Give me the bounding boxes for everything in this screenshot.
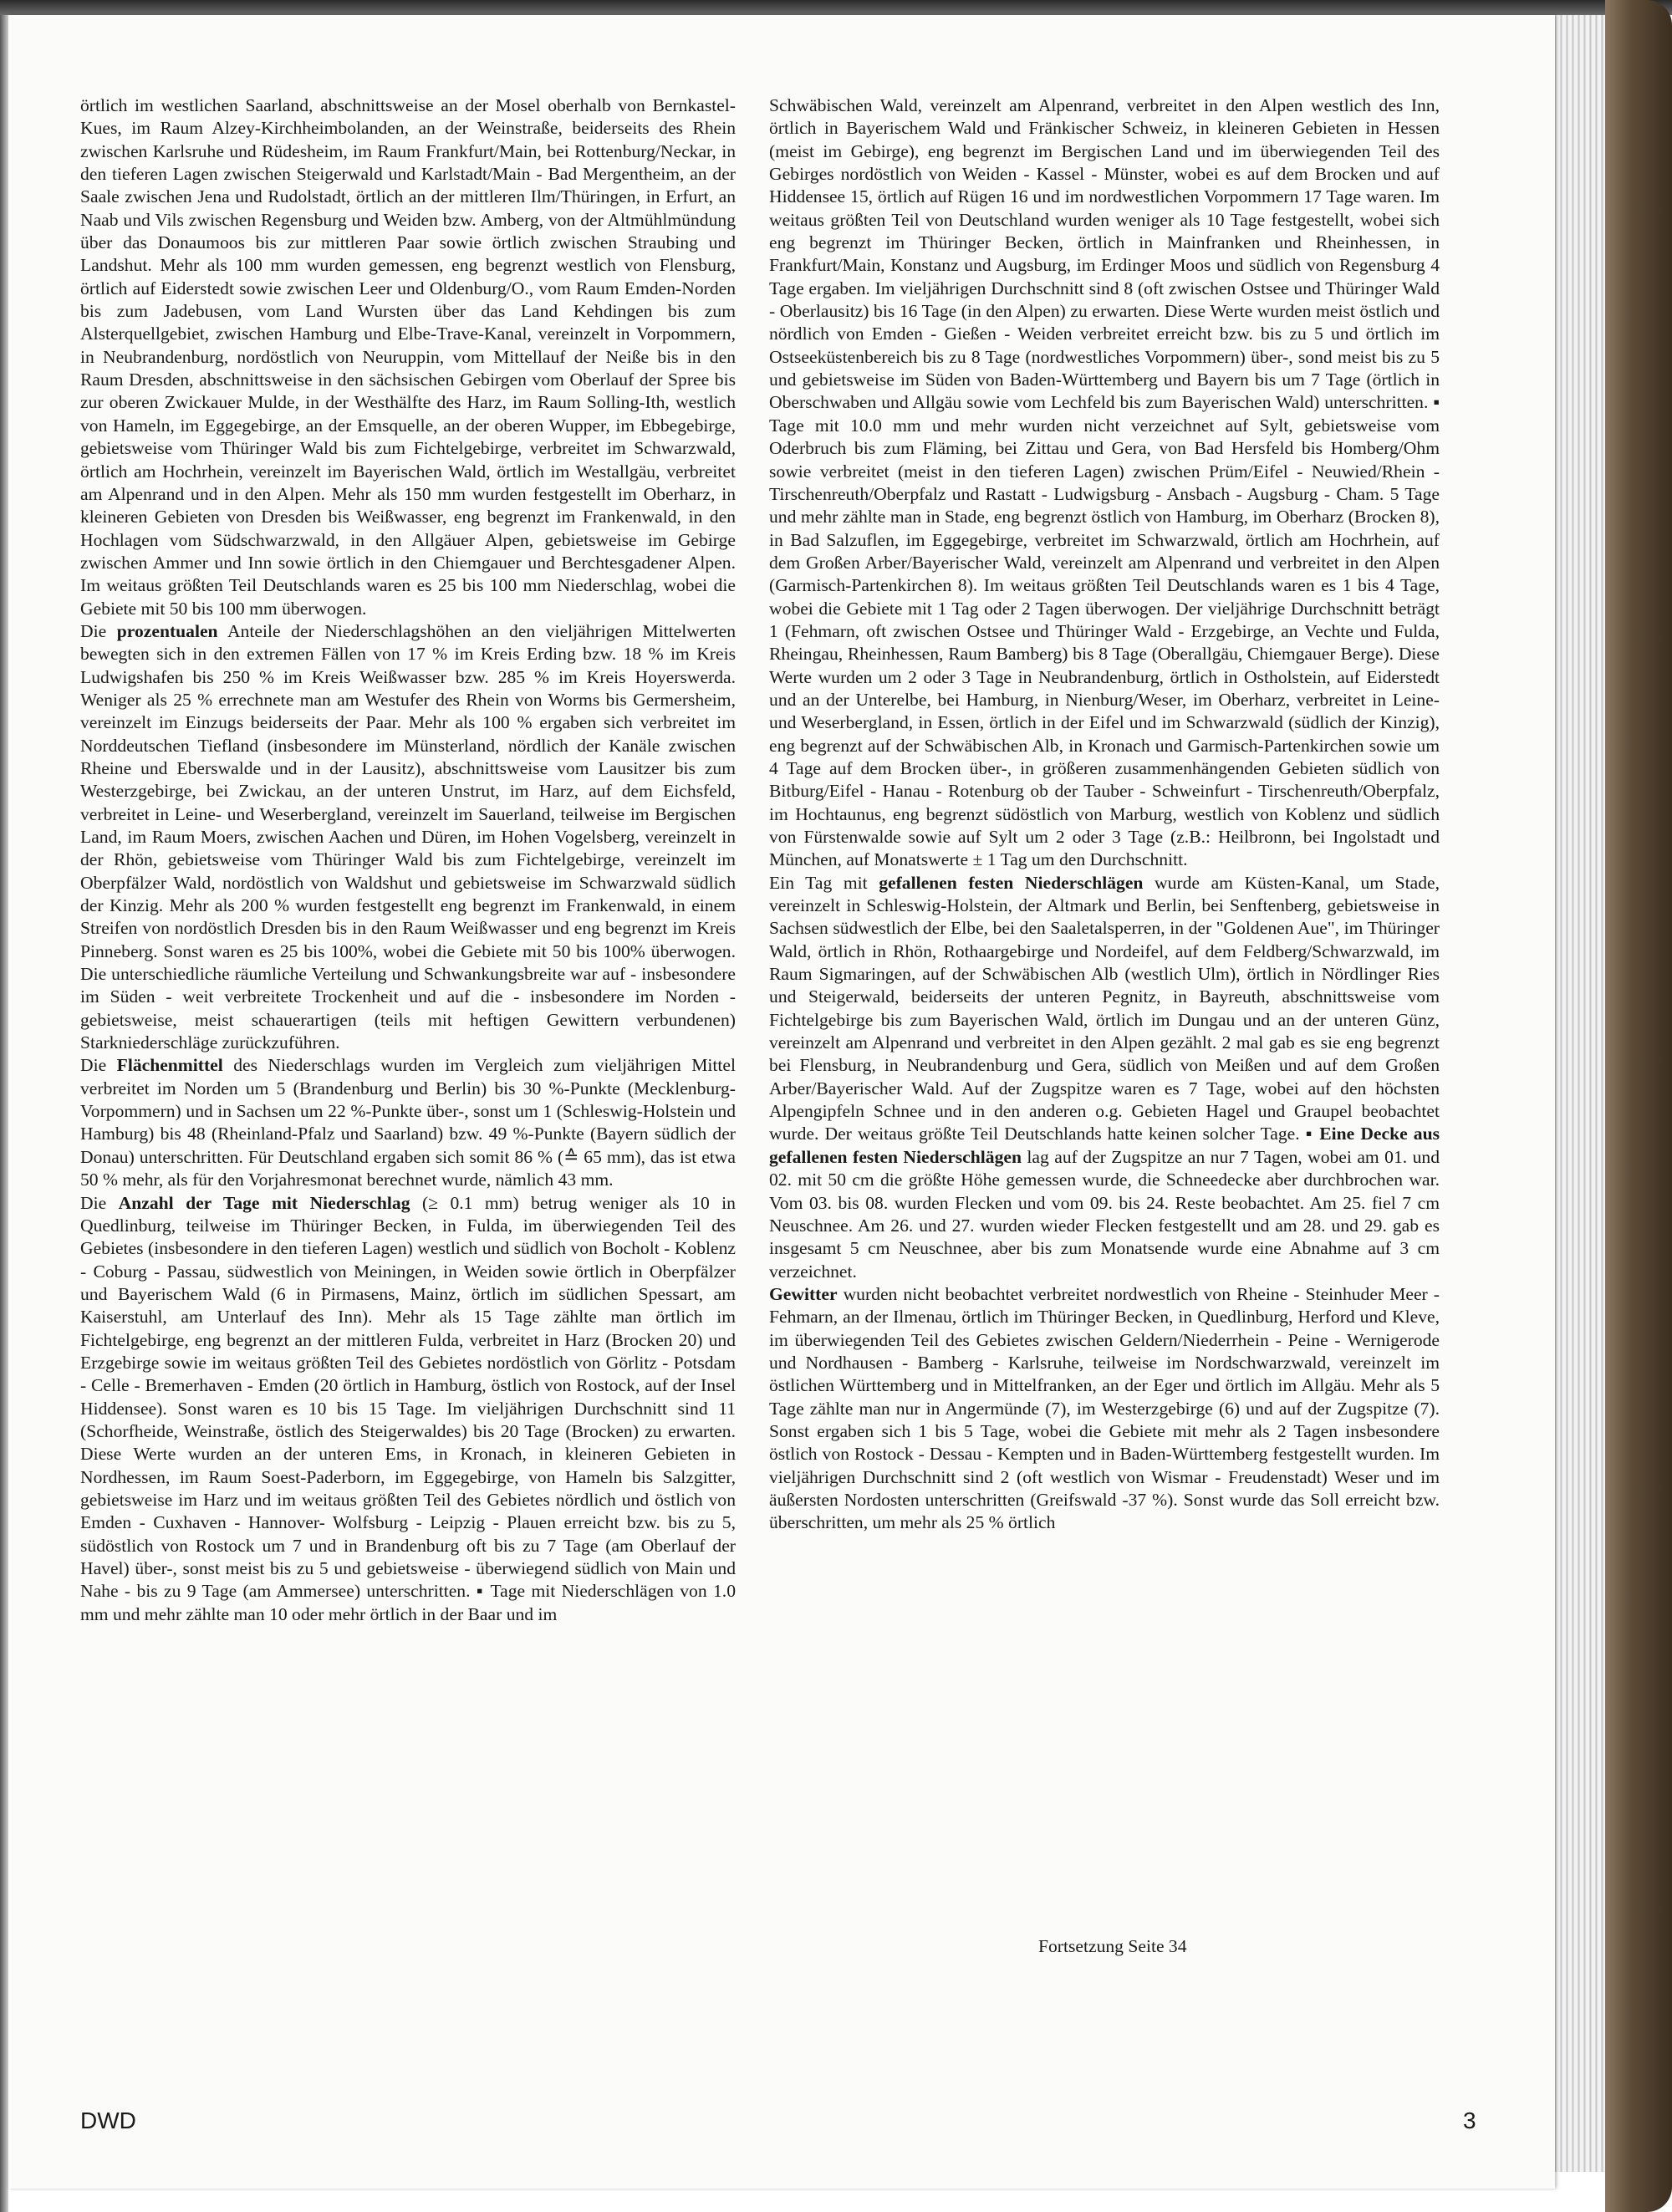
right-text-column bbox=[769, 94, 1440, 1535]
paragraph-solid-precipitation: Ein Tag mit gefallenen festen Niederschlägen wurde am Küsten-Kanal, um Stade, vereinzelt in Schleswig-Holstein, der Altmark und Berlin, bei Senftenberg, gebietsweise in Sachsen südwestlich der Elbe, bei den Saaletalsperren, in der "Goldenen Aue", im Thüringer Wald, örtlich in Rhön, Rothaargebirge und Nordeifel, auf dem Feldberg/Schwarzwald, im Raum Sigmaringen, auf der Schwäbischen Alb (westlich Ulm), örtlich in Nördlinger Ries und Steigerwald, beiderseits der unteren Pegnitz, in Bayreuth, abschnittsweise vom Fichtelgebirge bis zum Bayerischen Wald, örtlich im Dungau und an der unteren Günz, vereinzelt am Alpenrand und verbreitet in den Alpen gezählt. 2 mal gab es sie eng begrenzt bei Flensburg, in Neubrandenburg und Gera, südlich von Meißen und auf dem Großen Arber/Bayerischer Wald. Auf der Zugspitze waren es 7 Tage, wobei auf den höchsten Alpengipfeln Schnee und in den anderen o.g. Gebieten Hagel und Graupel beobachtet wurde. Der weitaus größte Teil Deutschlands hatte keinen solcher Tage. ▪ Eine Decke aus gefallenen festen Niederschlägen lag auf der Zugspitze an nur 7 Tagen, wobei am 01. und 02. mit 50 cm die größte Höhe gemessen wurde, die Schneedecke aber durchbrochen war. Vom 03. bis 08. wurden Flecken und vom 09. bis 24. Reste beobachtet. Am 25. fiel 7 cm Neuschnee. Am 26. und 27. wurden wieder Flecken festgestellt und am 28. und 29. gab es insgesamt 5 cm Neuschnee, aber bis zum Monatsende wurde eine Abnahme auf 3 cm verzeichnet. bbox=[769, 872, 1440, 1282]
keyword-feste-niederschlaege: gefallenen festen Niederschlägen bbox=[879, 872, 1144, 893]
book-binding-top bbox=[0, 0, 1672, 15]
keyword-anzahl-tage: Anzahl der Tage mit Niederschlag bbox=[118, 1192, 410, 1213]
footer-publisher: DWD bbox=[80, 2108, 136, 2133]
paragraph-thunderstorms: Gewitter wurden nicht beobachtet verbreitet nordwestlich von Rheine - Steinhuder Meer - Fehmarn, an der Ilmenau, örtlich im Thüringer Becken, in Quedlinburg, Herford und Kleve, im überwiegenden Teil des Gebietes zwischen Geldern/Niederrhein - Peine - Wernigerode und Nordhausen - Bamberg - Karlsruhe, teilweise im Nordschwarzwald, vereinzelt im östlichen Württemberg und in Mittelfranken, an der Eger und örtlich im Allgäu. Mehr als 5 Tage zählte man nur in Angermünde (7), im Westerzgebirge (6) und auf der Zugspitze (7). Sonst ergaben sich 1 bis 5 Tage, wobei die Gebiete mit mehr als 2 Tagen insbesondere östlich von Rostock - Dessau - Kempten und in Baden-Württemberg festgestellt wurden. Im vieljährigen Durchschnitt sind 2 (oft westlich von Wismar - Freudenstadt) Weser und im äußersten Nordosten unterschritten (Greifswald -37 %). Sonst wurde das Soll erreicht bzw. überschritten, um mehr als 25 % örtlich bbox=[769, 1283, 1440, 1533]
keyword-flaechenmittel: Flächenmittel bbox=[116, 1055, 223, 1076]
paragraph-precipitation-days: Die Anzahl der Tage mit Niederschlag (≥ 0.1 mm) betrug weniger als 10 in Quedlinburg, teilweise im Thüringer Becken, in Fulda, im überwiegenden Teil des Gebietes (insbesondere in den tieferen Lagen) westlich und südlich von Bocholt - Koblenz - Coburg - Passau, südwestlich von Meiningen, in Weiden sowie örtlich in Oberpfälzer und Bayerischem Wald (6 in Pirmasens, Mainz, örtlich im südlichen Spessart, am Kaiserstuhl, am Unterlauf des Inn). Mehr als 15 Tage zählte man örtlich im Fichtelgebirge, eng begrenzt an der mittleren Fulda, verbreitet in Harz (Brocken 20) und Erzgebirge sowie im weitaus größten Teil des Gebietes nordöstlich von Görlitz - Potsdam - Celle - Bremerhaven - Emden (20 örtlich in Hamburg, östlich von Rostock, auf der Insel Hiddensee). Sonst waren es 10 bis 15 Tage. Im vieljährigen Durchschnitt sind 11 (Schorfheide, Weinstraße, östlich des Steigerwaldes) bis 20 Tage (Brocken) zu erwarten. Diese Werte wurden an der unteren Ems, in Kronach, in kleineren Gebieten in Nordhessen, im Raum Soest-Paderborn, im Eggegebirge, von Hameln bis Salzgitter, gebietsweise im Harz und im weitaus größten Teil des Gebietes nördlich und östlich von Emden - Cuxhaven - Hannover- Wolfsburg - Leipzig - Plauen erreicht bzw. bis zu 5, südöstlich von Rostock um 7 und in Brandenburg oft bis zu 7 Tage (am Oberlauf der Havel) über-, sonst meist bis zu 5 und gebietsweise - überwiegend südlich von Main und Nahe - bis zu 9 Tage (am Ammersee) unterschritten. ▪ Tage mit Niederschlägen von 1.0 mm und mehr zählte man 10 oder mehr örtlich in der Baar und im bbox=[80, 1192, 736, 1624]
book-cover-edge bbox=[1605, 0, 1672, 2212]
book-gutter-edge bbox=[0, 15, 8, 2212]
keyword-prozentualen: prozentualen bbox=[116, 620, 218, 641]
paragraph-precipitation-days-cont: Schwäbischen Wald, vereinzelt am Alpenrand, verbreitet in den Alpen westlich des Inn, örtlich in Bayerischem Wald und Fränkischer Schweiz, in kleineren Gebieten in Hessen (meist im Gebirge), eng begrenzt im Bergischen Land und im überwiegenden Teil des Gebirges nordöstlich von Weiden - Kassel - Münster, wobei es auf dem Brocken und auf Hiddensee 15, örtlich auf Rügen 16 und im nordwestlichen Vorpommern 17 Tage waren. Im weitaus größten Teil von Deutschland wurden weniger als 10 Tage festgestellt, wobei sich eng begrenzt im Thüringer Becken, örtlich in Mainfranken und Rheinhessen, in Frankfurt/Main, Konstanz und Augsburg, im Erdinger Moos und südlich von Regensburg 4 Tage ergaben. Im vieljährigen Durchschnitt sind 8 (oft zwischen Ostsee und Thüringer Wald - Oberlausitz) bis 16 Tage (in den Alpen) zu erwarten. Diese Werte wurden meist östlich und nördlich von Emden - Gießen - Weiden verbreitet erreicht bzw. bis zu 5 und örtlich im Ostseeküstenbereich bis zu 8 Tage (nordwestliches Vorpommern) über-, sond meist bis zu 5 und gebietsweise im Süden von Baden-Württemberg und Bayern bis um 7 Tage (örtlich in Oberschwaben und Allgäu sowie vom Lechfeld bis zum Bayerischen Wald) unterschritten. ▪ Tage mit 10.0 mm und mehr wurden nicht verzeichnet auf Sylt, gebietsweise vom Oderbruch bis zum Fläming, bei Zittau und Gera, von Bad Hersfeld bis Homberg/Ohm sowie verbreitet (meist in den tieferen Lagen) zwischen Prüm/Eifel - Neuwied/Rhein - Tirschenreuth/Oberpfalz und Rastatt - Ludwigsburg - Ansbach - Augsburg - Cham. 5 Tage und mehr zählte man in Stade, eng begrenzt östlich von Hamburg, im Oberharz (Brocken 8), in Bad Salzuflen, im Eggegebirge, verbreitet im Schwarzwald, örtlich am Hochrhein, auf dem Großen Arber/Bayerischer Wald, vereinzelt am Alpenrand und verbreitet in den Alpen (Garmisch-Partenkirchen 8). Im weitaus größten Teil Deutschlands waren es 1 bis 4 Tage, wobei die Gebiete mit 1 Tag oder 2 Tagen überwogen. Der vieljährige Durchschnitt beträgt 1 (Fehmarn, oft zwischen Ostsee und Thüringer Wald - Erzgebirge, an Vechte und Fulda, Rheingau, Rheinhessen, Raum Bamberg) bis 8 Tage (Oberallgäu, Chiemgauer Berge). Diese Werte wurden um 2 oder 3 Tage in Neubrandenburg, örtlich in Ostholstein, auf Eiderstedt und an der Unterelbe, bei Hamburg, in Nienburg/Weser, im Oberharz, verbreitet in Leine- und Weserbergland, in Essen, örtlich in der Eifel und im Schwarzwald (südlich der Kinzig), eng begrenzt auf der Schwäbischen Alb, in Kronach und Garmisch-Partenkirchen sowie um 4 Tage auf dem Brocken über-, in größeren zusammenhängenden Gebieten südlich von Bitburg/Eifel - Hanau - Rotenburg ob der Tauber - Schweinfurt - Tirschenreuth/Oberpfalz, im Hochtaunus, eng begrenzt südöstlich von Marburg, westlich von Koblenz und südlich von Fürstenwalde sowie auf Sylt um 2 oder 3 Tage (z.B.: Heilbronn, bei Ingolstadt und München, auf Monatswerte ± 1 Tag um den Durchschnitt. bbox=[769, 95, 1440, 870]
left-text-column bbox=[80, 94, 736, 1626]
paragraph-percentage-shares: Die prozentualen Anteile der Niederschlagshöhen an den vieljährigen Mittelwerten bewegten sich in den extremen Fällen von 17 % im Kreis Erding bzw. 18 % im Kreis Ludwigshafen bis 250 % im Kreis Weißwasser bzw. 285 % im Kreis Hoyerswerda. Weniger als 25 % errechnete man am Westufer des Rhein von Worms bis Germersheim, vereinzelt im Einzugs beiderseits der Paar. Mehr als 100 % ergaben sich verbreitet im Norddeutschen Tiefland (insbesondere im Münsterland, nördlich der Kanäle zwischen Rheine und Eberswalde und in der Lausitz), abschnittsweise vom Lausitzer bis zum Westerzgebirge, bei Zwickau, an der unteren Unstrut, im Harz, auf dem Eichsfeld, verbreitet in Leine- und Weserbergland, vereinzelt im Sauerland, teilweise im Bergischen Land, im Raum Moers, zwischen Aachen und Düren, im Hohen Vogelsberg, vereinzelt in der Rhön, gebietsweise vom Thüringer Wald bis zum Fichtelgebirge, vereinzelt im Oberpfälzer Wald, nordöstlich von Waldshut und gebietsweise im Schwarzwald südlich der Kinzig. Mehr als 200 % wurden festgestellt eng begrenzt im Frankenwald, in einem Streifen von nordöstlich Dresden bis in den Raum Weißwasser und eng begrenzt im Kreis Pinneberg. Sonst waren es 25 bis 100%, wobei die Gebiete mit 50 bis 100% überwogen. Die unterschiedliche räumliche Verteilung und Schwankungsbreite war auf - insbesondere im Süden - weit verbreitete Trockenheit und auf die - insbesondere im Norden - gebietsweise, meist schauerartigen (teils mit heftigen Gewittern verbundenen) Starkniederschläge zurückzuführen. bbox=[80, 620, 736, 1053]
page-stack-edges bbox=[1551, 15, 1609, 2172]
document-page bbox=[8, 15, 1555, 2189]
footer-page-number: 3 bbox=[1463, 2108, 1476, 2133]
paragraph-precipitation-amounts: örtlich im westlichen Saarland, abschnittsweise an der Mosel oberhalb von Bernkastel-Kues, im Raum Alzey-Kirchheimbolanden, an der Weinstraße, beiderseits des Rhein zwischen Karlsruhe und Rüdesheim, im Raum Frankfurt/Main, bei Rottenburg/Neckar, in den tieferen Lagen zwischen Steigerwald und Karlstadt/Main - Bad Mergentheim, an der Saale zwischen Jena und Rudolstadt, örtlich an der mittleren Ilm/Thüringen, in Erfurt, an Naab und Vils zwischen Regensburg und Weiden bzw. Amberg, von der Altmühlmündung über das Donaumoos bis zur mittleren Paar sowie örtlich zwischen Straubing und Landshut. Mehr als 100 mm wurden gemessen, eng begrenzt westlich von Flensburg, örtlich auf Eiderstedt sowie zwischen Leer und Oldenburg/O., vom Raum Emden-Norden bis zum Jadebusen, vom Land Wursten über das Land Kehdingen bis zum Alsterquellgebiet, zwischen Hamburg und Elbe-Trave-Kanal, vereinzelt in Vorpommern, in Neubrandenburg, nordöstlich von Neuruppin, vom Mittellauf der Neiße bis in den Raum Dresden, abschnittsweise in den sächsischen Gebirgen vom Oberlauf der Spree bis zur oberen Zwickauer Mulde, in der Westhälfte des Harz, im Raum Solling-Ith, westlich von Hameln, im Eggegebirge, an der Emsquelle, an der oberen Wupper, im Ebbegebirge, gebietsweise vom Thüringer Wald bis zum Fichtelgebirge, verbreitet im Schwarzwald, örtlich am Hochrhein, vereinzelt im Bayerischen Wald, örtlich im Westallgäu, verbreitet am Alpenrand und in den Alpen. Mehr als 150 mm wurden festgestellt im Oberharz, in kleineren Gebieten von Dresden bis Weißwasser, eng begrenzt im Frankenwald, in den Hochlagen vom Südschwarzwald, in den Allgäuer Alpen, gebietsweise im Gebirge zwischen Ammer und Inn sowie örtlich in den Chiemgauer und Berchtesgadener Alpen. Im weitaus größten Teil Deutschlands waren es 25 bis 100 mm Niederschlag, wobei die Gebiete mit 50 bis 100 mm überwogen. bbox=[80, 95, 736, 619]
keyword-gewitter: Gewitter bbox=[769, 1283, 838, 1304]
keyword-schneedecke: Eine Decke aus gefallenen festen Niederschlägen bbox=[769, 1124, 1440, 1167]
paragraph-area-means: Die Flächenmittel des Niederschlags wurden im Vergleich zum vieljährigen Mittel verbreitet im Norden um 5 (Brandenburg und Berlin) bis 30 %-Punkte (Mecklenburg-Vorpommern) und in Sachsen um 22 %-Punkte über-, sonst um 1 (Schleswig-Holstein und Hamburg) bis 48 (Rheinland-Pfalz und Saarland) bzw. 49 %-Punkte (Bayern südlich der Donau) unterschritten. Für Deutschland ergaben sich somit 86 % (≙ 65 mm), das ist etwa 50 % mehr, als für den Vorjahresmonat berechnet wurde, nämlich 43 mm. bbox=[80, 1055, 736, 1190]
continuation-note: Fortsetzung Seite 34 bbox=[1038, 1936, 1187, 1956]
